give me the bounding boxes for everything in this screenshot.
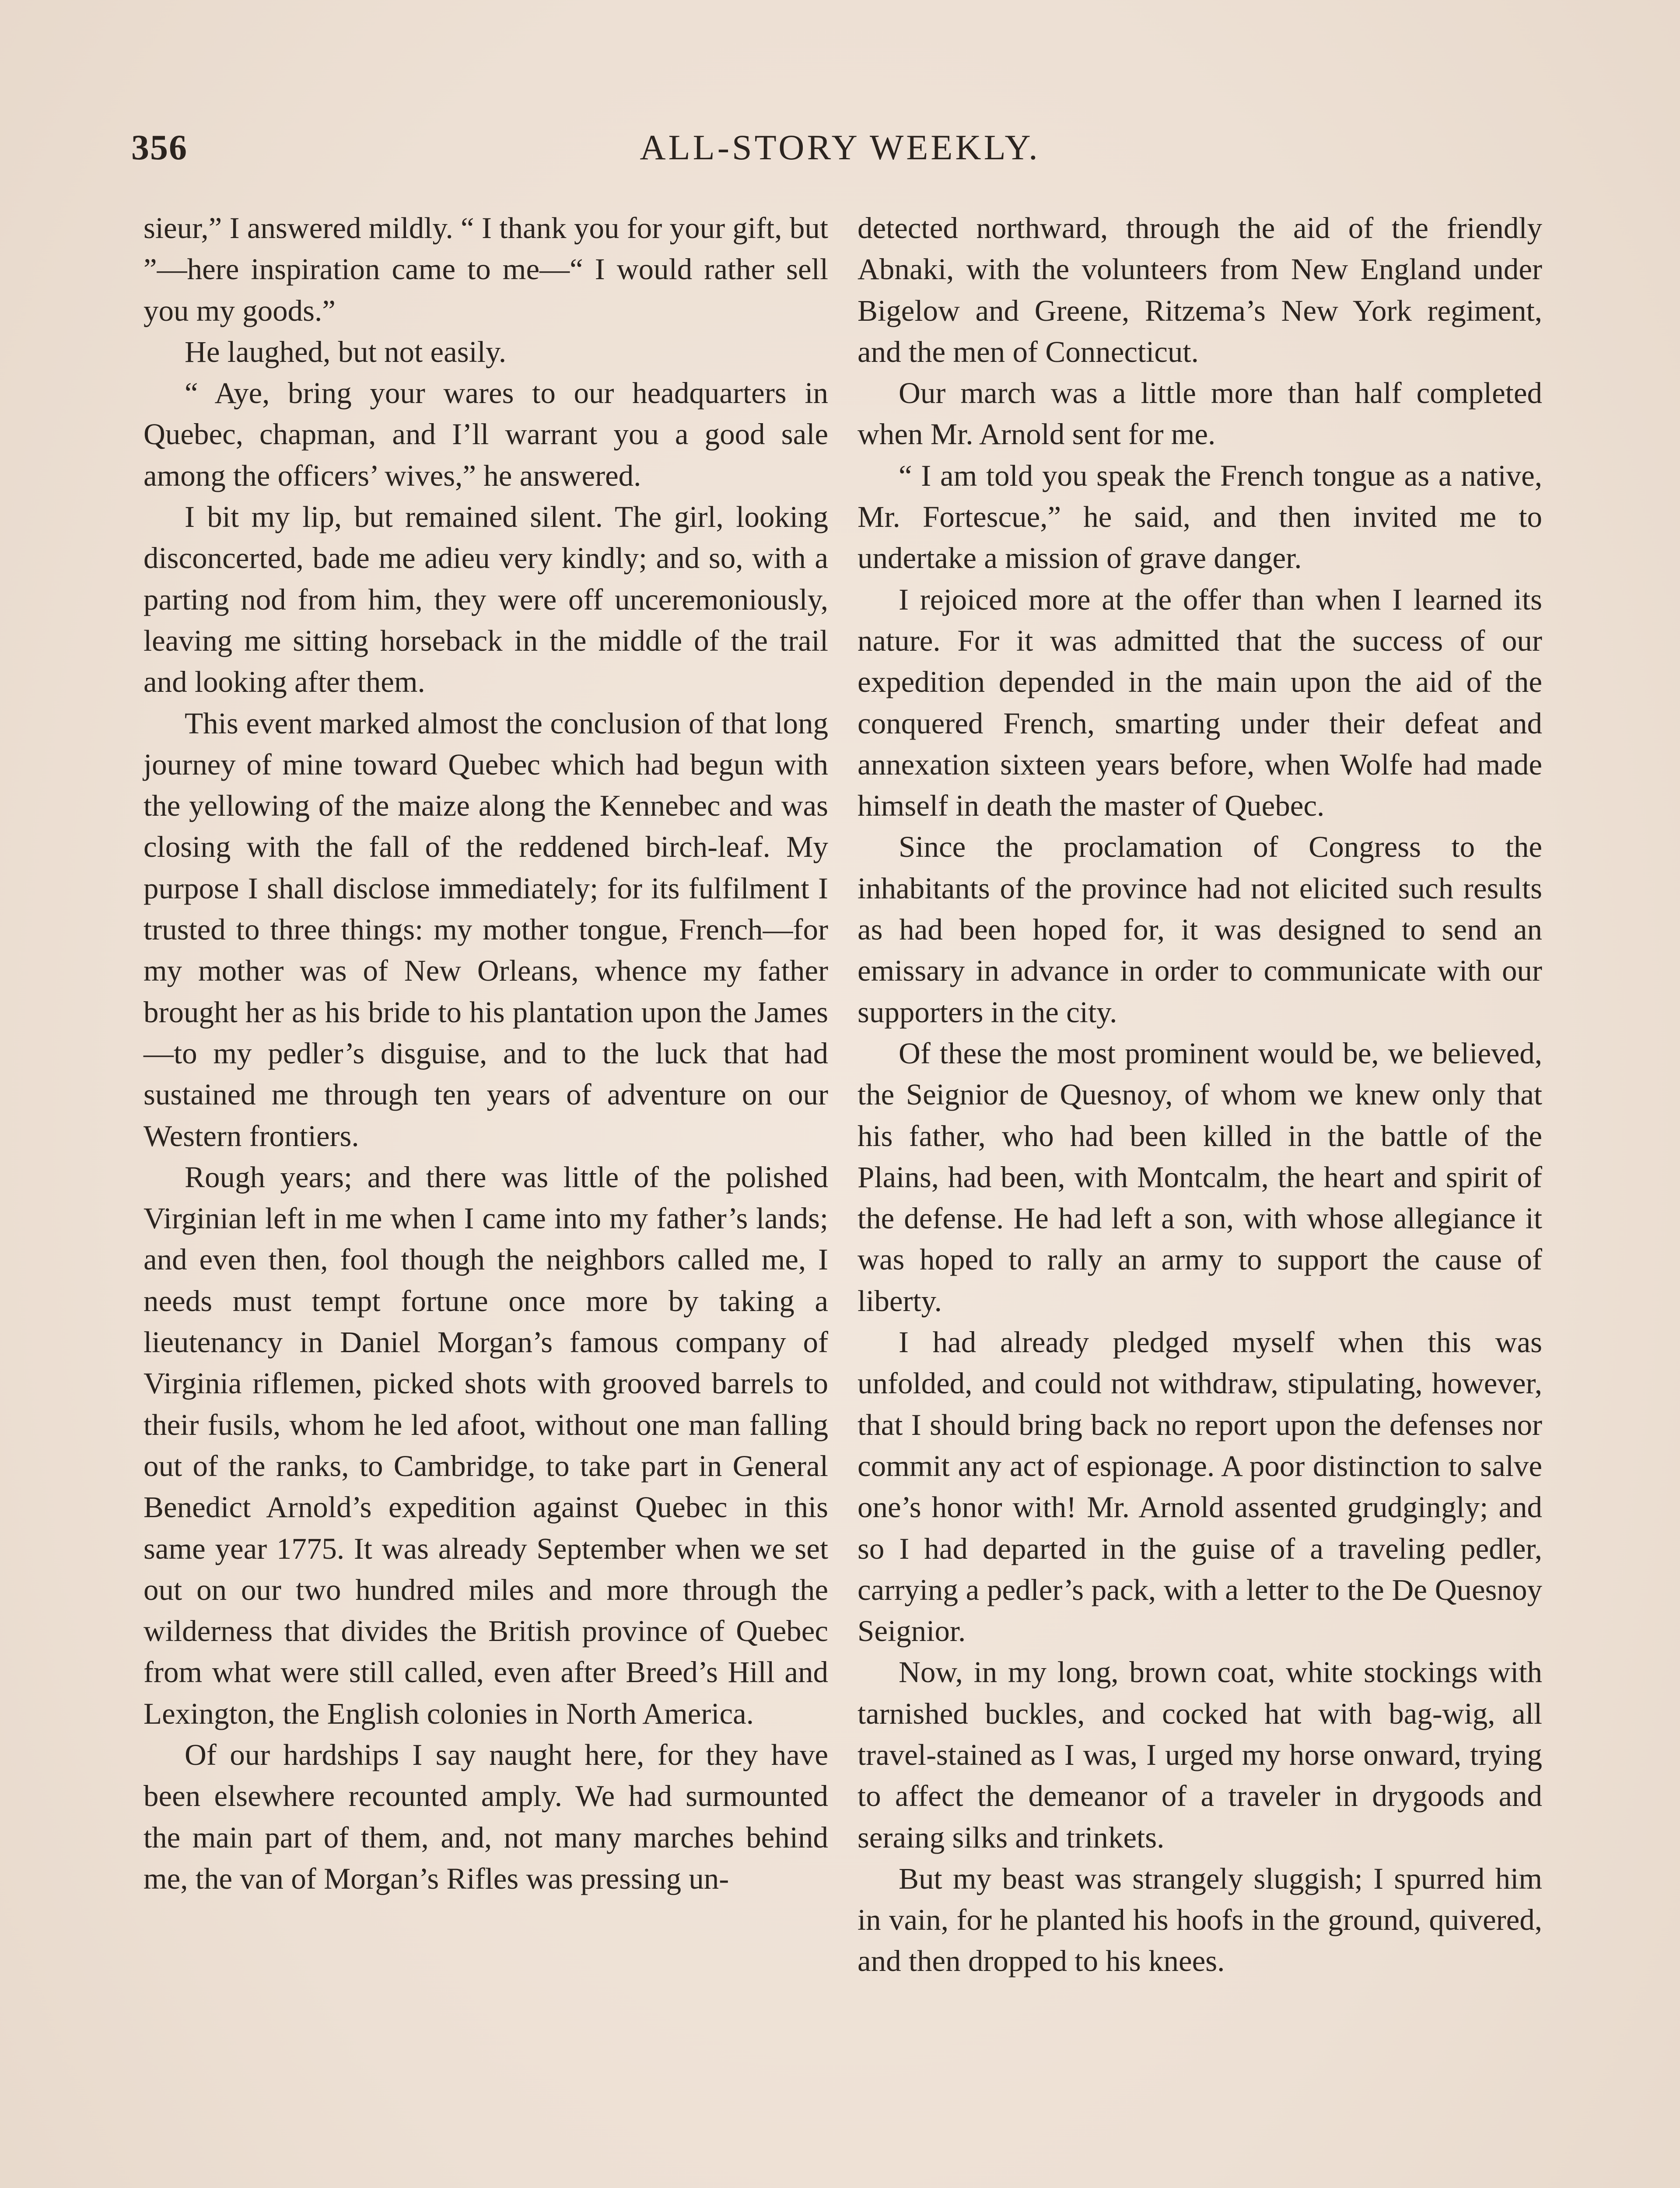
paragraph: detected northward, through the aid of the friendly Abnaki, with the volunteers from New England under Bigelow and Greene, Ritzema’s New York regiment, and the men of Connecticut. (858, 211, 1542, 368)
left-text-column (144, 207, 828, 1899)
page-header (131, 127, 1549, 179)
paragraph: Rough years; and there was little of the polished Virginian left in me when I came into my father’s lands; and even then, fool though the neighbors called me, I needs must tempt fortune once more by taking a lieutenancy in Daniel Morgan’s famous company of Virginia riflemen, picked shots with grooved barrels to their fusils, whom he led afoot, without one man falling out of the ranks, to Cambridge, to take part in General Benedict Arnold’s expedition against Quebec in this same year 1775. It was already September when we set out on our two hundred miles and more through the wilderness that divides the British province of Quebec from what were still called, even after Breed’s Hill and Lexington, the English colonies in North America. (144, 1160, 828, 1730)
running-title: ALL-STORY WEEKLY. (640, 127, 1040, 167)
paragraph: Now, in my long, brown coat, white stockings with tarnished buckles, and cocked hat with bag-wig, all travel-stained as I was, I urged my horse onward, trying to affect the demeanor of a traveler in drygoods and seraing silks and trinkets. (858, 1655, 1542, 1854)
paragraph: He laughed, but not easily. (185, 335, 507, 368)
paragraph: “ Aye, bring your wares to our headquarters in Quebec, chapman, and I’ll warrant you a good sale among the officers’ wives,” he answered. (144, 376, 828, 492)
paragraph: “ I am told you speak the French tongue as a native, Mr. Fortescue,” he said, and then invited me to undertake a mission of grave danger. (858, 459, 1542, 575)
right-text-column (858, 207, 1542, 1982)
paragraph: Since the proclamation of Congress to the inhabitants of the province had not elicited such results as had been hoped for, it was designed to send an emissary in advance in order to communicate with our supporters in the city. (858, 830, 1542, 1029)
paragraph: Of our hardships I say naught here, for they have been elsewhere recounted amply. We had surmounted the main part of them, and, not many marches behind me, the van of Morgan’s Rifles was pressing un- (144, 1738, 828, 1895)
paragraph: I bit my lip, but remained silent. The girl, looking disconcerted, bade me adieu very kindly; and so, with a parting nod from him, they were off unceremoniously, leaving me sitting horseback in the middle of the trail and looking after them. (144, 500, 828, 699)
paragraph: But my beast was strangely sluggish; I spurred him in vain, for he planted his hoofs in the ground, quivered, and then dropped to his knees. (858, 1862, 1542, 1978)
paragraph: Of these the most prominent would be, we believed, the Seignior de Quesnoy, of whom we knew only that his father, who had been killed in the battle of the Plains, had been, with Montcalm, the heart and spirit of the defense. He had left a son, with whose allegiance it was hoped to rally an army to support the cause of liberty. (858, 1036, 1542, 1318)
paragraph: sieur,” I answered mildly. “ I thank you for your gift, but ”—here inspiration came to me—“ I would rather sell you my goods.” (144, 211, 828, 327)
paragraph: I had already pledged myself when this was unfolded, and could not withdraw, stipulating, however, that I should bring back no report upon the defenses nor commit any act of espionage. A poor distinction to salve one’s honor with! Mr. Arnold assented grudgingly; and so I had departed in the guise of a traveling pedler, carrying a pedler’s pack, with a letter to the De Quesnoy Seignior. (858, 1325, 1542, 1648)
page-number: 356 (131, 127, 188, 167)
paragraph: I rejoiced more at the offer than when I learned its nature. For it was admitted that the success of our expedition depended in the main upon the aid of the conquered French, smarting under their defeat and annexation sixteen years before, when Wolfe had made himself in death the master of Quebec. (858, 582, 1542, 823)
paragraph: This event marked almost the conclusion of that long journey of mine toward Quebec which had begun with the yellowing of the maize along the Kennebec and was closing with the fall of the reddened birch-leaf. My purpose I shall disclose immediately; for its fulfilment I trusted to three things: my mother tongue, French—for my mother was of New Orleans, whence my father brought her as his bride to his plantation upon the James—to my pedler’s disguise, and to the luck that had sustained me through ten years of adventure on our Western frontiers. (144, 706, 828, 1153)
paragraph: Our march was a little more than half completed when Mr. Arnold sent for me. (858, 376, 1542, 451)
